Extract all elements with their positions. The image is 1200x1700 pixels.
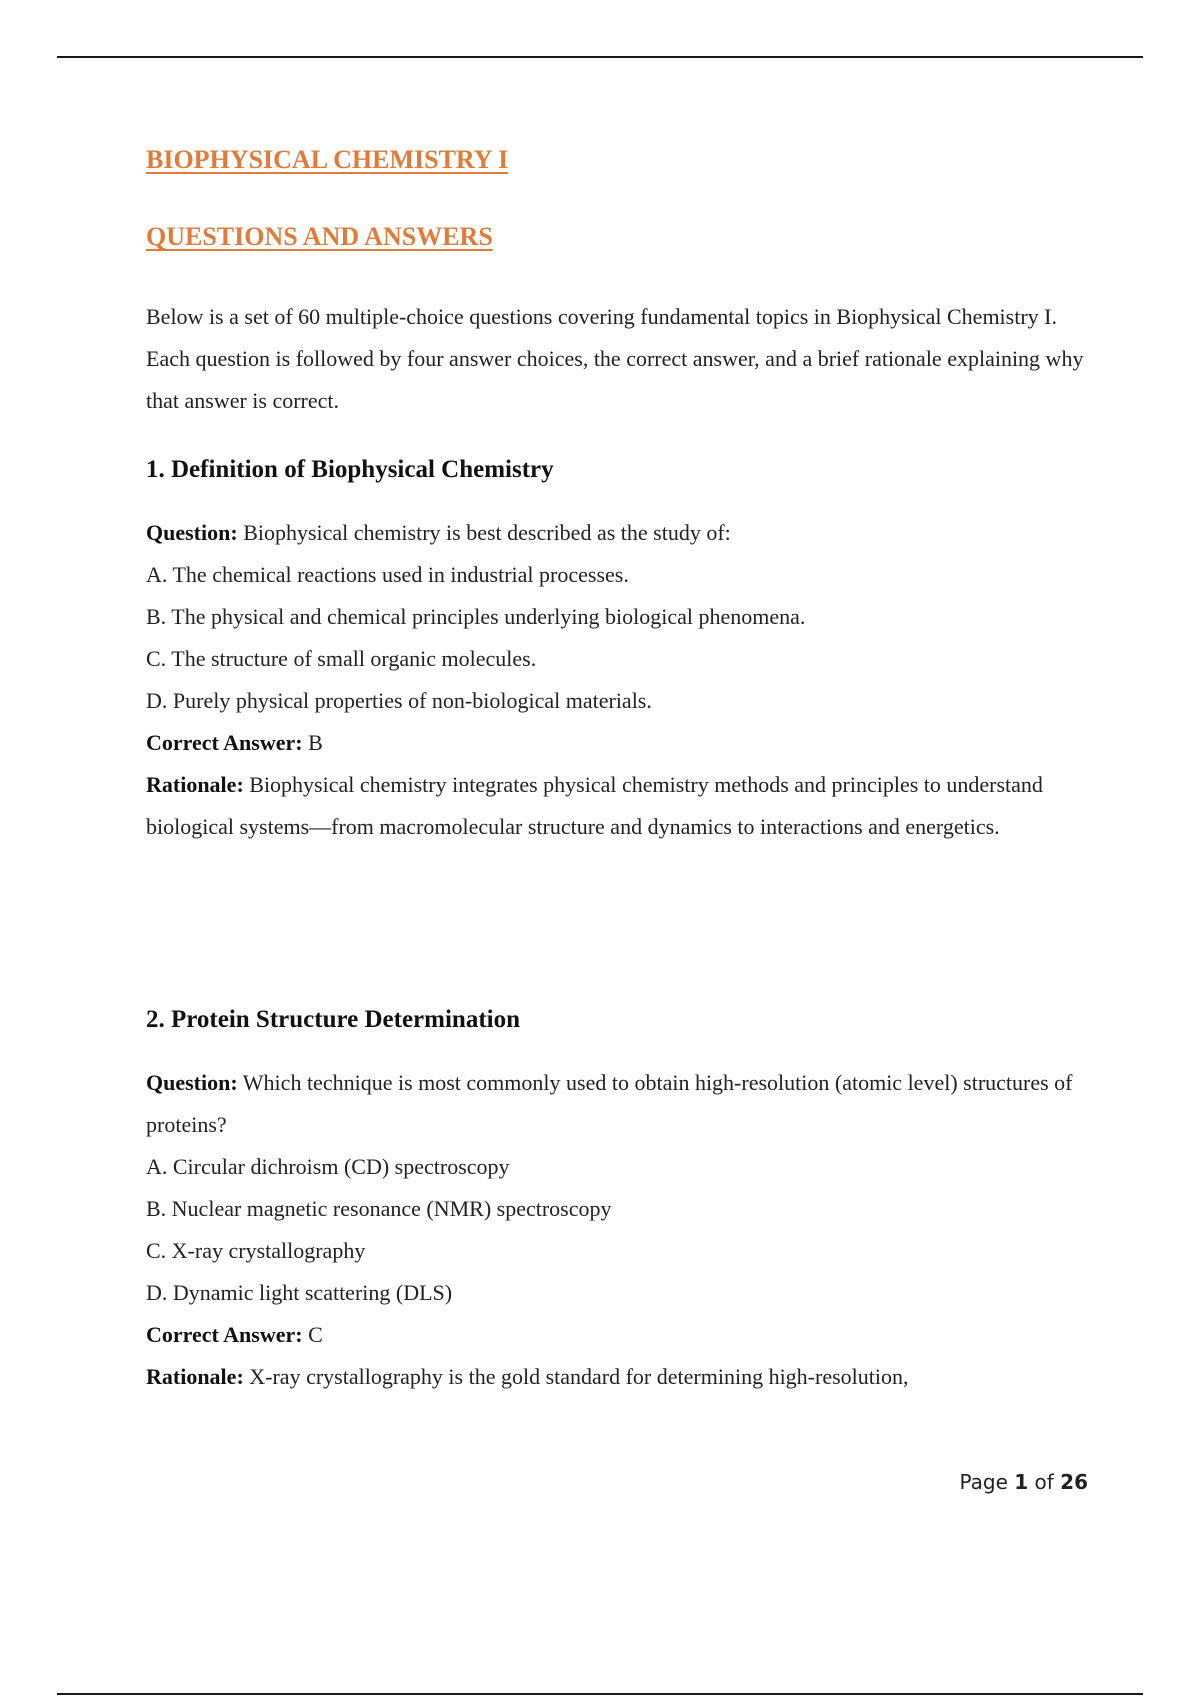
rationale-label: Rationale: (146, 772, 244, 797)
current-page: 1 (1014, 1470, 1029, 1494)
intro-paragraph: Below is a set of 60 multiple-choice questions covering fundamental topics in Biophysical Chemistry I. Each question is followed by four answer choices, the correct answer, and a brief rationale explaining why that answer is correct. (146, 304, 1084, 413)
answer-option-d: D. Dynamic light scattering (DLS) (146, 1280, 453, 1305)
footer-rule (57, 1693, 1143, 1695)
question-body (146, 512, 1096, 848)
question-body (146, 1062, 1096, 1398)
rationale-text: X-ray crystallography is the gold standard for determining high-resolution, (249, 1364, 909, 1389)
question-heading: 2. Protein Structure Determination (146, 1006, 520, 1033)
rationale-label: Rationale: (146, 1364, 244, 1389)
answer-option-a: A. Circular dichroism (CD) spectroscopy (146, 1154, 510, 1179)
correct-answer (146, 1314, 1096, 1356)
question-label: Question: (146, 1070, 238, 1095)
rationale-text: Biophysical chemistry integrates physical chemistry methods and principles to understand biological systems—from macromolecular structure and dynamics to interactions and energetics. (146, 772, 1043, 839)
question-text (146, 512, 1096, 554)
answer-option-a: A. The chemical reactions used in industrial processes. (146, 562, 629, 587)
question-section-2 (146, 1000, 1096, 1398)
rationale (146, 764, 1096, 848)
correct-answer (146, 722, 1096, 764)
answer-option-b: B. Nuclear magnetic resonance (NMR) spectroscopy (146, 1196, 612, 1221)
question-heading: 1. Definition of Biophysical Chemistry (146, 456, 554, 483)
of-word: of (1034, 1470, 1054, 1494)
question-label: Question: (146, 520, 238, 545)
page-word: Page (959, 1470, 1008, 1494)
question-prompt: Biophysical chemistry is best described as the study of: (243, 520, 731, 545)
answer-option-c: C. X-ray crystallography (146, 1238, 366, 1263)
correct-answer-value: B (308, 730, 323, 755)
answer-option-d: D. Purely physical properties of non-biological materials. (146, 688, 652, 713)
total-pages: 26 (1060, 1470, 1088, 1494)
correct-answer-value: C (308, 1322, 323, 1347)
question-section-1 (146, 450, 1096, 848)
answer-option-b: B. The physical and chemical principles underlying biological phenomena. (146, 604, 806, 629)
header-rule (57, 56, 1143, 58)
rationale (146, 1356, 1096, 1398)
correct-answer-label: Correct Answer: (146, 1322, 303, 1347)
correct-answer-label: Correct Answer: (146, 730, 303, 755)
document-subtitle: QUESTIONS AND ANSWERS (146, 222, 493, 251)
question-text (146, 1062, 1096, 1146)
page-number (959, 1470, 1088, 1494)
answer-option-c: C. The structure of small organic molecules. (146, 646, 537, 671)
document-title: BIOPHYSICAL CHEMISTRY I (146, 145, 509, 174)
question-prompt: Which technique is most commonly used to obtain high-resolution (atomic level) structures of proteins? (146, 1070, 1073, 1137)
